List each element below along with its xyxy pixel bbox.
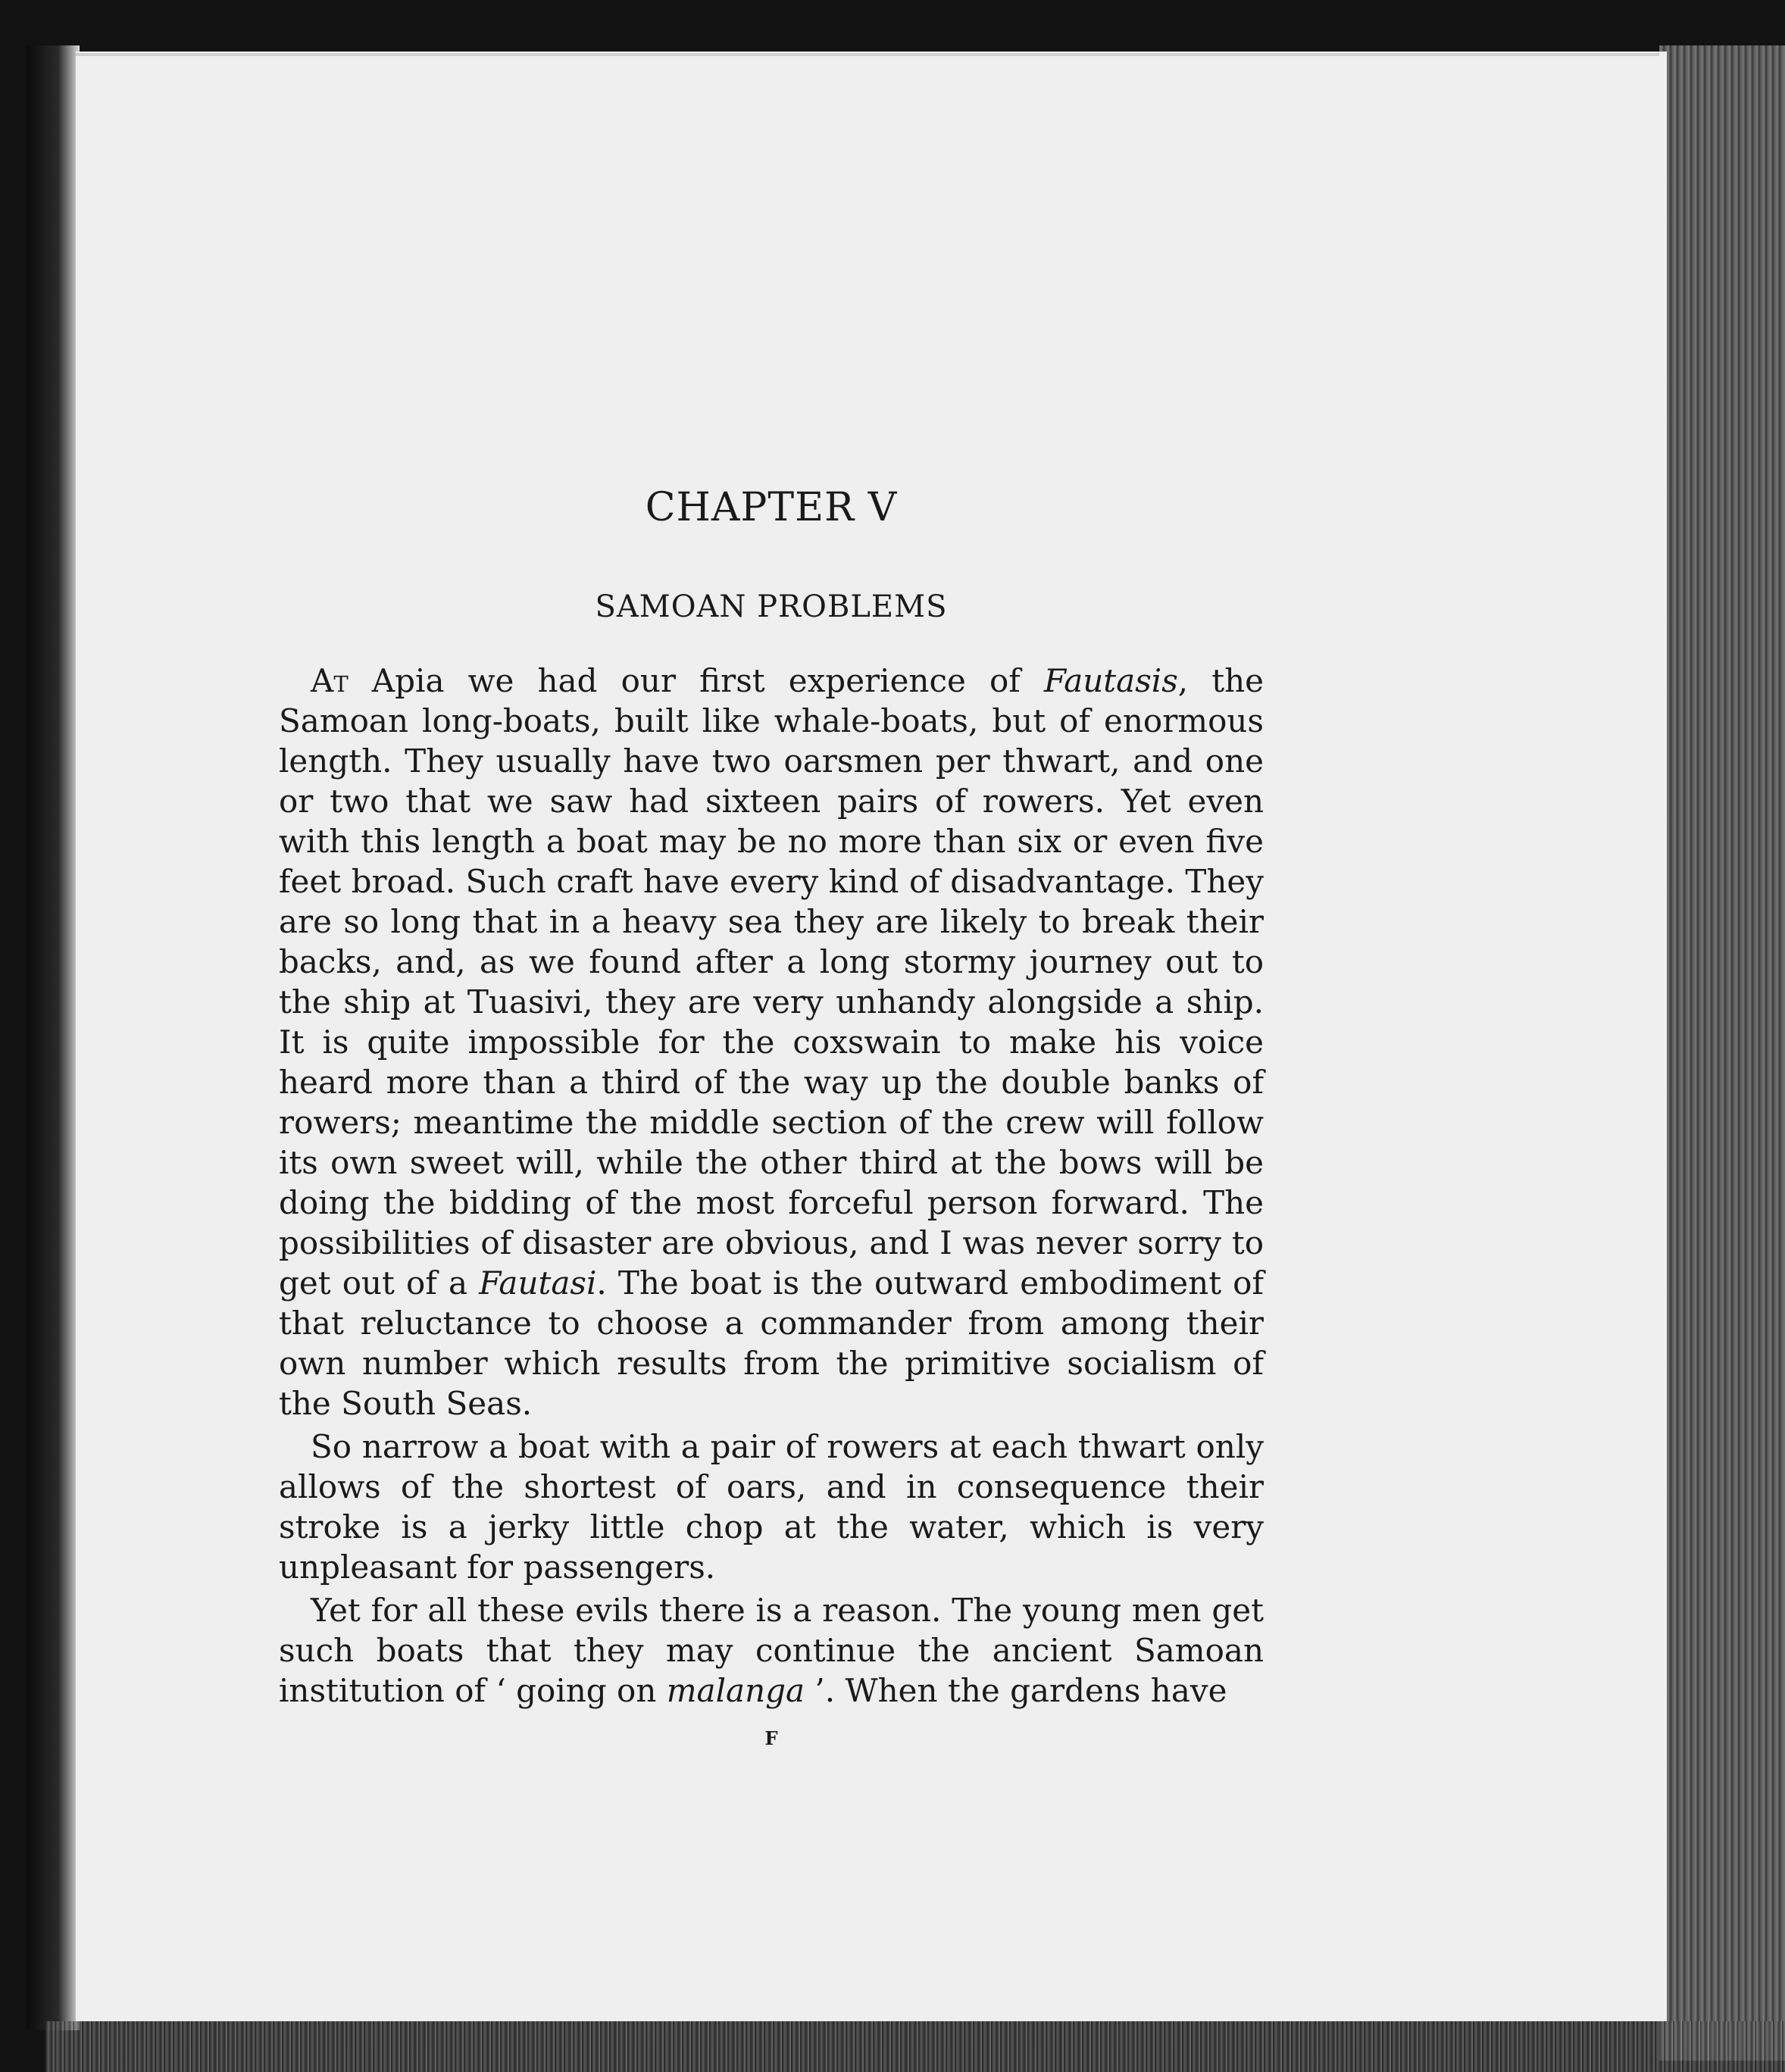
italic-run: malanga [666,1672,805,1709]
text-run: Apia we had our first experience of [348,662,1044,699]
text-run: Yet for all these evils there is a reason. The young men get such boats that they may continue the ancient Samoan institution of ‘ going on [279,1592,1264,1709]
binding-edge-left [27,45,80,2030]
italic-run: Fautasis [1043,662,1178,699]
page-top-edge [76,53,1659,56]
paragraph-1 [279,661,1264,1424]
text-run: So narrow a boat with a pair of rowers at each thwart only allows of the shortest of oars, and in consequence their stroke is a jerky little chop at the water, which is very unpleasant for passengers. [279,1428,1264,1586]
signature-mark: F [764,1727,778,1749]
italic-run: Fautasi [479,1264,597,1302]
paragraph-2 [279,1427,1264,1587]
text-run: . The boat is the outward embodiment of that reluctance to choose a commander from among their own number which results from the primitive socialism of the South Seas. [279,1264,1264,1422]
text-run: , the Samoan long-boats, built like whale-boats, but of enormous length. They usually have two oarsmen per thwart, and one or two that we saw had sixteen pairs of rowers. Yet even with this length a boat may be no more than six or even five feet broad. Such craft have every kind of disadvantage. They are so long that in a heavy sea they are likely to break their backs, and, as we found after a long stormy journey out to the ship at Tuasivi, they are very unhandy alongside a ship. It is quite impossible for the coxswain to make his voice heard more than a third of the way up the double banks of rowers; meantime the middle section of the crew will follow its own sweet will, while the other third at the bows will be doing the bidding of the most forceful person forward. The possibilities of disaster are obvious, and I was never sorry to get out of a [279,662,1264,1302]
paragraph-lead-smallcaps: At [311,662,349,699]
paragraph-3 [279,1590,1264,1711]
chapter-subtitle: SAMOAN PROBLEMS [595,589,948,624]
text-run: ’. When the gardens have [805,1672,1227,1709]
page-text-block [279,485,1264,1749]
body-text [279,661,1264,1711]
page-stack-edge-right [1659,45,1785,2061]
page-stack-edge-bottom [45,2021,1785,2072]
chapter-title: CHAPTER V [645,485,898,530]
